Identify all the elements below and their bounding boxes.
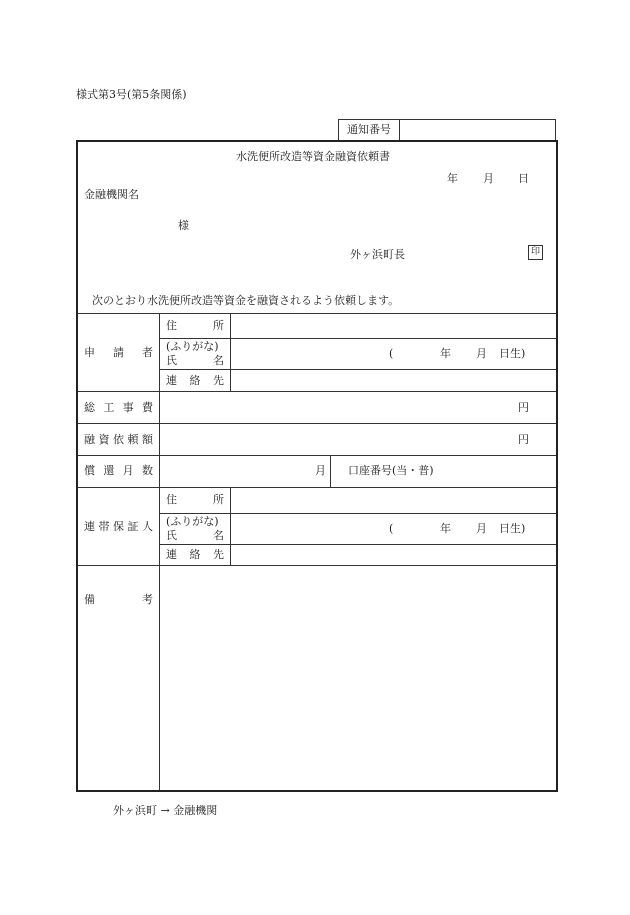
applicant-label: 申 請 者	[84, 346, 153, 359]
loan-amount-unit: 円	[518, 433, 529, 446]
applicant-furigana-label: (ふりがな)	[166, 340, 219, 353]
guarantor-furigana-label: (ふりがな)	[166, 515, 219, 528]
guarantor-dob-year: 年	[440, 522, 451, 535]
routing-note: 外ヶ浜町 → 金融機関	[113, 804, 218, 817]
notice-number-label: 通知番号	[339, 120, 400, 140]
sender-mayor: 外ヶ浜町長	[350, 248, 405, 261]
guarantor-dob-month: 月	[476, 522, 487, 535]
institution-name-label: 金融機関名	[84, 188, 139, 201]
request-form	[76, 140, 558, 792]
honorific: 様	[178, 219, 189, 232]
notice-number-box	[338, 119, 556, 140]
date-month: 月	[483, 172, 494, 185]
applicant-name-label: 氏 名	[166, 354, 224, 367]
repayment-months-label: 償 還 月 数	[84, 464, 153, 477]
loan-amount-label: 融 資 依 頼 額	[84, 433, 153, 446]
date-year: 年	[447, 172, 458, 185]
total-cost-label: 総 工 事 費	[84, 401, 153, 414]
total-cost-unit: 円	[518, 401, 529, 414]
applicant-dob-month: 月	[476, 347, 487, 360]
applicant-contact-label: 連 絡 先	[166, 374, 224, 387]
account-number-label: 口座番号(当・普)	[348, 464, 434, 477]
intro-text: 次のとおり水洗便所改造等資金を融資されるよう依頼します。	[92, 294, 400, 307]
applicant-address-label: 住 所	[166, 319, 224, 332]
applicant-dob-open: (	[389, 347, 394, 360]
repayment-months-unit: 月	[315, 464, 326, 477]
seal-mark: 印	[528, 245, 543, 260]
guarantor-dob-open: (	[389, 522, 394, 535]
form-number: 様式第3号(第5条関係)	[76, 88, 187, 101]
form-title: 水洗便所改造等資金融資依頼書	[236, 150, 390, 163]
guarantor-address-label: 住 所	[166, 493, 224, 506]
remarks-label: 備 考	[84, 593, 153, 606]
guarantor-dob-day: 日生)	[499, 522, 526, 535]
guarantor-contact-label: 連 絡 先	[166, 548, 224, 561]
applicant-dob-year: 年	[440, 347, 451, 360]
guarantor-label: 連 帯 保 証 人	[84, 520, 153, 533]
applicant-dob-day: 日生)	[499, 347, 526, 360]
date-day: 日	[518, 172, 529, 185]
guarantor-name-label: 氏 名	[166, 529, 224, 542]
